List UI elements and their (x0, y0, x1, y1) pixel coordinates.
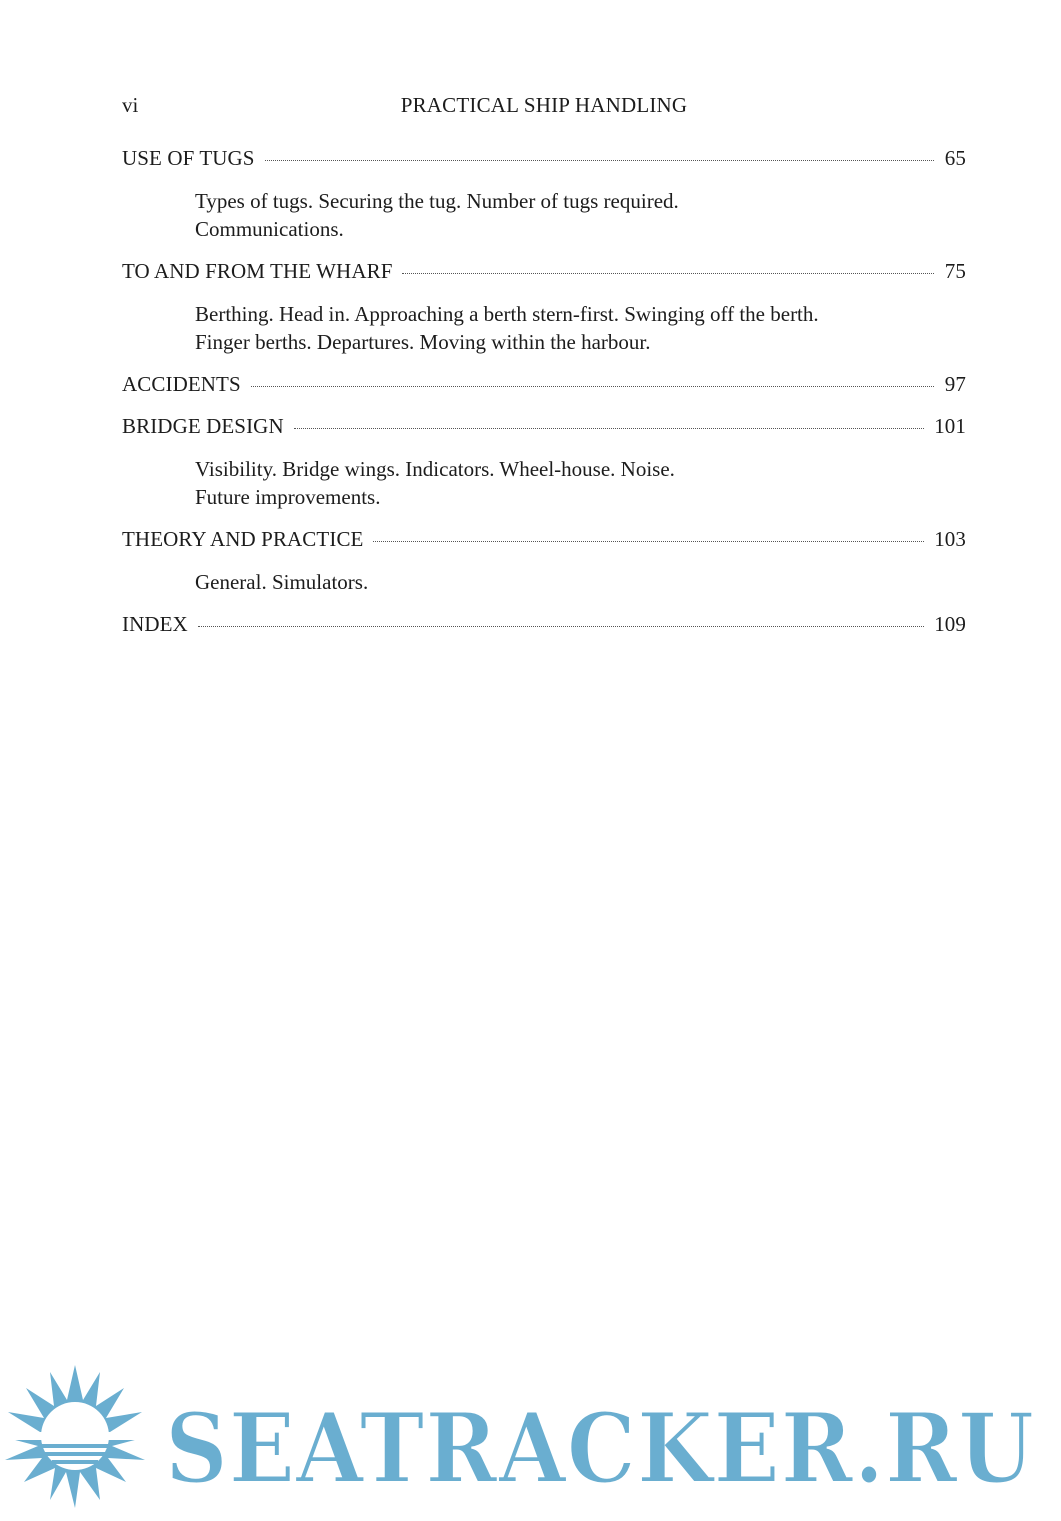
watermark-graphic (0, 1360, 1061, 1510)
dot-leader (251, 386, 934, 387)
toc-entry-page: 109 (934, 612, 966, 636)
dot-leader (294, 428, 924, 429)
watermark (0, 1360, 1061, 1510)
description-line: Visibility. Bridge wings. Indicators. Wheel-house. Noise. (195, 457, 675, 481)
toc-entry-title: THEORY AND PRACTICE (122, 527, 364, 551)
toc-entry-description (195, 455, 966, 511)
dot-leader (198, 626, 924, 627)
description-line: Berthing. Head in. Approaching a berth stern-first. Swinging off the berth. (195, 302, 819, 326)
toc-entry-page: 65 (944, 146, 966, 170)
dot-leader (373, 541, 924, 542)
description-line: Communications. (195, 217, 344, 241)
dot-leader (402, 273, 934, 274)
toc-entry-page: 101 (934, 414, 966, 438)
watermark-text: SEATRACKER.RU (165, 1392, 1035, 1505)
dot-leader (265, 160, 934, 161)
page-number: vi (122, 93, 139, 117)
toc-entry-index[interactable] (122, 610, 966, 638)
toc-entry-title: USE OF TUGS (122, 146, 255, 170)
toc-entry-title: BRIDGE DESIGN (122, 414, 284, 438)
table-of-contents (122, 144, 966, 638)
toc-entry-description (195, 568, 966, 596)
toc-entry-description (195, 300, 966, 356)
page-header (122, 93, 966, 123)
toc-entry-theory-and-practice[interactable] (122, 525, 966, 553)
toc-entry-page: 97 (944, 372, 966, 396)
description-line: General. Simulators. (195, 570, 369, 594)
toc-entry-bridge-design[interactable] (122, 412, 966, 440)
description-line: Future improvements. (195, 485, 381, 509)
toc-entry-description (195, 187, 966, 243)
toc-entry-page: 75 (944, 259, 966, 283)
description-line: Types of tugs. Securing the tug. Number of tugs required. (195, 189, 679, 213)
toc-entry-title: TO AND FROM THE WHARF (122, 259, 393, 283)
toc-entry-page: 103 (934, 527, 966, 551)
description-line: Finger berths. Departures. Moving within the harbour. (195, 330, 651, 354)
toc-entry-use-of-tugs[interactable] (122, 144, 966, 172)
toc-entry-to-and-from-the-wharf[interactable] (122, 257, 966, 285)
running-title: PRACTICAL SHIP HANDLING (400, 93, 688, 117)
sun-logo-icon (0, 1365, 160, 1508)
toc-entry-title: ACCIDENTS (122, 372, 241, 396)
toc-entry-title: INDEX (122, 612, 188, 636)
toc-entry-accidents[interactable] (122, 370, 966, 398)
